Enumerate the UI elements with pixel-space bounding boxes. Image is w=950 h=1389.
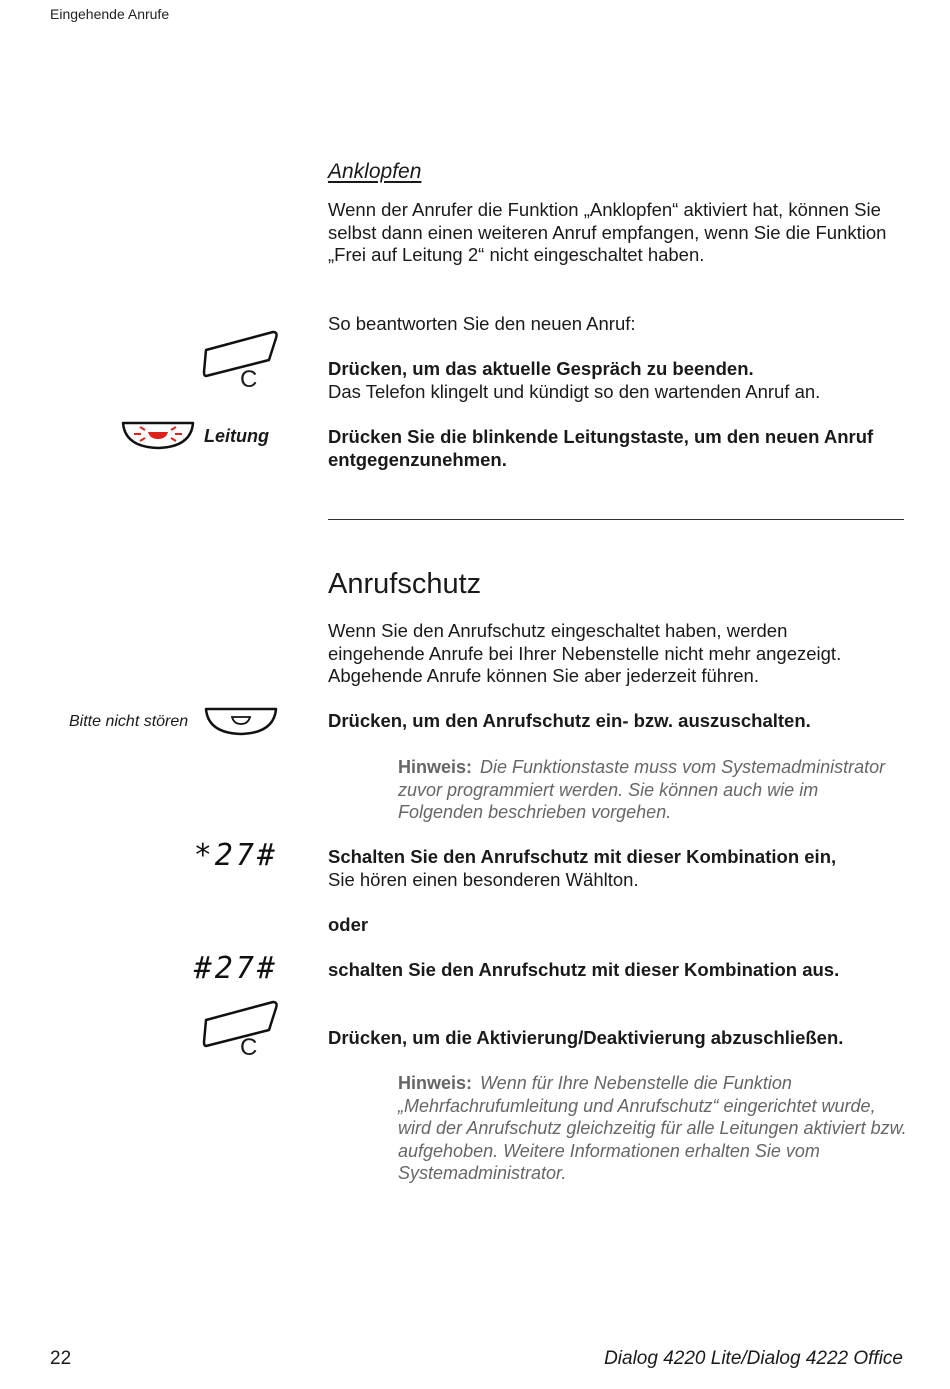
anklopfen-step1-bold: Drücken, um das aktuelle Gespräch zu beenden. xyxy=(328,358,754,379)
anrufschutz-step2-bold: Schalten Sie den Anrufschutz mit dieser Kombination ein, xyxy=(328,846,837,867)
code-enable: *27# xyxy=(193,838,278,873)
clear-key-label: C xyxy=(240,1034,258,1061)
anrufschutz-step4: Drücken, um die Aktivierung/Deaktivierung abzuschließen. xyxy=(328,1027,844,1048)
document-title: Dialog 4220 Lite/Dialog 4222 Office xyxy=(604,1348,903,1369)
anklopfen-prompt: So beantworten Sie den neuen Anruf: xyxy=(328,313,636,334)
section-title-anklopfen: Anklopfen xyxy=(328,160,422,183)
anklopfen-intro: Wenn der Anrufer die Funktion „Anklopfen“ aktiviert hat, können Sie selbst dann einen weiteren Anruf empfangen, wenn Sie die Funktion „Frei auf Leitung 2“ nicht eingeschaltet haben. xyxy=(328,199,887,265)
code-disable: #27# xyxy=(193,951,278,986)
line-key-label: Leitung xyxy=(204,426,269,446)
anklopfen-step1 xyxy=(328,358,908,403)
anklopfen-step2: Drücken Sie die blinkende Leitungstaste, um den neuen Anruf entgegenzunehmen. xyxy=(328,426,874,470)
dnd-key-label: Bitte nicht stören xyxy=(69,713,189,730)
note-2 xyxy=(398,1072,908,1185)
note-1-label: Hinweis: xyxy=(398,757,473,777)
dnd-key-icon xyxy=(203,706,279,738)
anrufschutz-step3: schalten Sie den Anrufschutz mit dieser Kombination aus. xyxy=(328,959,840,980)
note-1-text: Die Funktionstaste muss vom Systemadministrator zuvor programmiert werden. Sie können auch wie im Folgenden beschrieben vorgehen. xyxy=(398,757,886,822)
clear-key-label: C xyxy=(240,366,258,393)
section-divider xyxy=(328,519,904,520)
anrufschutz-step1: Drücken, um den Anrufschutz ein- bzw. auszuschalten. xyxy=(328,710,811,731)
anrufschutz-step2 xyxy=(328,846,908,891)
anklopfen-step1-text: Das Telefon klingelt und kündigt so den wartenden Anruf an. xyxy=(328,380,821,402)
note-1 xyxy=(398,756,908,824)
section-title-anrufschutz: Anrufschutz xyxy=(328,568,482,600)
or-text: oder xyxy=(328,914,369,935)
note-2-text: Wenn für Ihre Nebenstelle die Funktion „Mehrfachrufumleitung und Anrufschutz“ eingerichtet wurde, wird der Anrufschutz gleichzeitig für alle Leitungen aktiviert bzw. aufgehoben. Weitere Informationen erhalten Sie vom Systemadministrator. xyxy=(398,1073,907,1183)
note-2-label: Hinweis: xyxy=(398,1073,473,1093)
page-number: 22 xyxy=(50,1348,72,1369)
running-header: Eingehende Anrufe xyxy=(50,6,170,22)
anrufschutz-step2-text: Sie hören einen besonderen Wählton. xyxy=(328,868,639,890)
anrufschutz-intro: Wenn Sie den Anrufschutz eingeschaltet haben, werden eingehende Anrufe bei Ihrer Nebenstelle nicht mehr angezeigt. Abgehende Anrufe können Sie aber jederzeit führen. xyxy=(328,620,842,686)
line-key-blinking-icon xyxy=(120,420,196,452)
